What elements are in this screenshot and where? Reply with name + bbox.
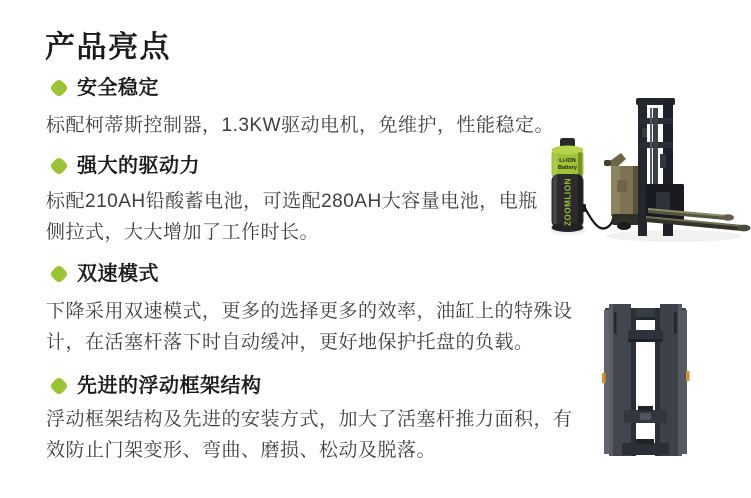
page-title: 产品亮点: [45, 31, 171, 64]
paragraph-line: 下降采用双速模式，更多的选择更多的效率，油缸上的特殊设: [46, 301, 573, 322]
section-heading-label: 强大的驱动力: [77, 155, 200, 177]
battery-label-line1: Li-ION: [559, 158, 576, 164]
section-paragraph-safety: [46, 110, 566, 141]
battery-brand-text: ZOOMLION: [563, 178, 573, 226]
section-heading-label: 安全稳定: [77, 77, 159, 99]
paragraph-line: 侧拉式，大大增加了工作时长。: [46, 222, 320, 243]
diamond-bullet-icon: [49, 78, 69, 98]
diamond-bullet-icon: [49, 264, 69, 284]
product-image-mast: [598, 296, 751, 462]
section-heading-drive-power: [46, 154, 200, 178]
battery-illustration: [552, 138, 587, 232]
diamond-bullet-icon: [49, 156, 69, 176]
section-paragraph-drive-power: [46, 186, 566, 248]
section-heading-label: 先进的浮动框架结构: [77, 375, 262, 397]
section-heading-floating-frame: [46, 374, 262, 398]
paragraph-line: 效防止门架变形、弯曲、磨损、松动及脱落。: [46, 440, 437, 461]
section-paragraph-floating-frame: [46, 404, 573, 466]
battery-label-line2: Battery: [558, 165, 577, 171]
diamond-bullet-icon: [49, 376, 69, 396]
stacker-truck-illustration: [604, 98, 751, 236]
shadow: [606, 230, 742, 242]
paragraph-line: 计，在活塞杆落下时自动缓冲，更好地保护托盘的负载。: [46, 332, 534, 353]
section-heading-safety: [46, 76, 159, 100]
product-image-stacker-battery: [534, 84, 751, 254]
section-heading-label: 双速模式: [77, 263, 159, 285]
paragraph-line: 标配柯蒂斯控制器，1.3KW驱动电机，免维护，性能稳定。: [46, 115, 555, 136]
mast-illustration: [602, 304, 690, 456]
section-paragraph-dual-speed: [46, 296, 573, 358]
paragraph-line: 浮动框架结构及先进的安装方式，加大了活塞杆推力面积，有: [46, 409, 573, 430]
paragraph-line: 标配210AH铅酸蓄电池，可选配280AH大容量电池，电瓶: [46, 191, 538, 212]
section-heading-dual-speed: [46, 262, 159, 286]
